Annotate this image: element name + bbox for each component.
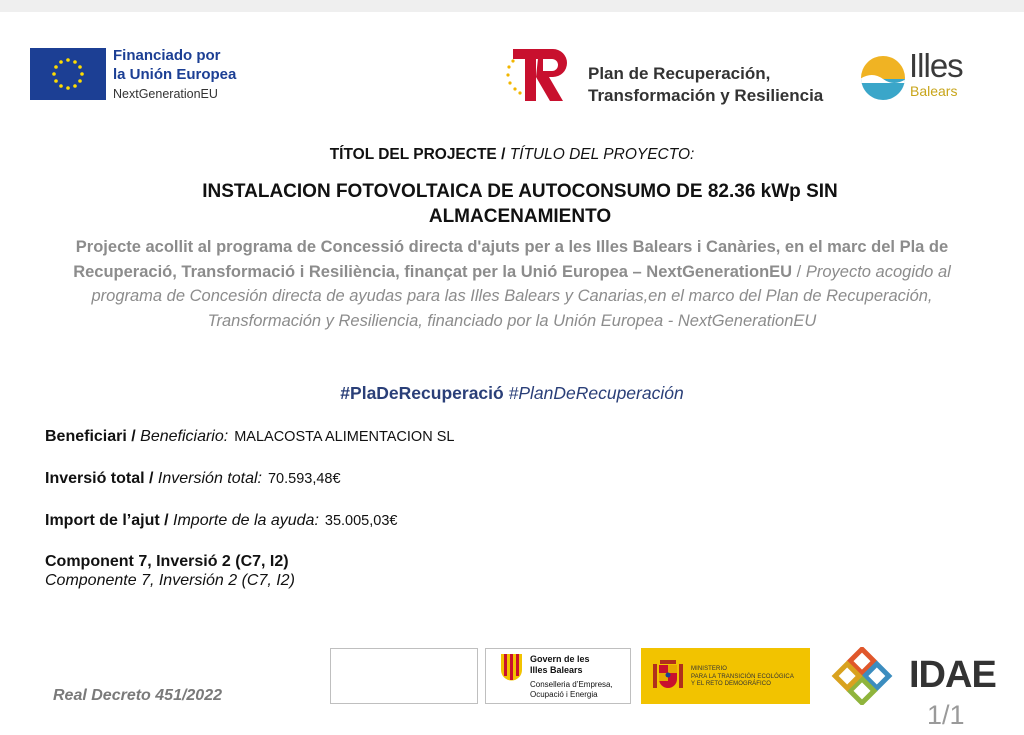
illes-line2: Balears <box>910 83 958 99</box>
page-indicator: 1/1 <box>927 700 965 730</box>
ministerio-line2: PARA LA TRANSICIÓN ECOLÓGICA <box>691 673 794 680</box>
govern-line3: Conselleria d’Empresa, <box>530 680 613 689</box>
project-label-es: TÍTULO DEL PROYECTO: <box>505 146 695 163</box>
description-ca: Projecte acollit al programa de Concessió directa d'ajuts per a les Illes Balears i Canàries, en el marc del Pla de Recuperació, Transformació i Resiliència, finançat per la Unió Europea – NextGenerationEU <box>73 238 949 281</box>
viewer-top-bar <box>0 0 1024 12</box>
tr-logo-icon <box>503 47 575 103</box>
ministerio-line1: MINISTERIO <box>691 666 728 672</box>
beneficiary-value: MALACOSTA ALIMENTACION SL <box>234 429 455 445</box>
component-field <box>45 552 295 590</box>
eu-line3: NextGenerationEU <box>113 87 218 101</box>
hashtag-es: #PlanDeRecuperación <box>503 383 684 403</box>
total-investment-field <box>45 470 341 488</box>
description-separator: / <box>792 262 806 281</box>
hashtag-ca: #PlaDeRecuperació <box>340 383 504 403</box>
prtr-label <box>588 63 823 107</box>
ministerio-line3: Y EL RETO DEMOGRÁFICO <box>691 681 772 687</box>
component-es: Componente 7, Inversión 2 (C7, I2) <box>45 572 295 589</box>
aid-label-ca: Import de l’ajut / <box>45 512 174 529</box>
prtr-line2: Transformación y Resiliencia <box>588 86 824 105</box>
illes-balears-logo-icon <box>860 55 906 101</box>
govern-shield-icon <box>501 654 522 681</box>
beneficiary-label-es: Beneficiario: <box>140 428 229 445</box>
ministerio-name <box>691 666 794 689</box>
govern-name <box>530 654 590 676</box>
illes-balears-label <box>909 49 963 99</box>
aid-label-es: Importe de la ayuda: <box>173 512 319 529</box>
govern-line4: Ocupació i Energia <box>530 690 598 699</box>
aid-amount-field <box>45 512 397 530</box>
hashtags <box>40 383 984 404</box>
component-ca: Component 7, Inversió 2 (C7, I2) <box>45 553 289 570</box>
description-es: Proyecto acogido al programa de Concesión directa de ayudas para las Illes Balears y Canarias,en el marco del Plan de Recuperación, Transformación y Resiliencia, financiado por la Unión Europea - NextGenerationEU <box>91 262 951 330</box>
spain-coat-of-arms-icon <box>651 656 685 696</box>
beneficiary-label-ca: Beneficiari / <box>45 428 141 445</box>
illes-line1: Illes <box>909 47 963 84</box>
real-decreto-label: Real Decreto 451/2022 <box>53 687 222 704</box>
project-title-label <box>40 146 984 164</box>
govern-line1: Govern de les <box>530 654 590 664</box>
eu-line2: la Unión Europea <box>113 66 237 83</box>
ministerio-logo <box>641 648 810 704</box>
investment-label-ca: Inversió total / <box>45 470 158 487</box>
govern-dept <box>530 680 613 700</box>
project-description <box>60 235 964 333</box>
eu-funding-label <box>113 46 236 104</box>
empty-logo-box <box>330 648 478 704</box>
beneficiary-field <box>45 428 454 446</box>
eu-line1: Financiado por <box>113 47 221 64</box>
investment-value: 70.593,48€ <box>267 471 341 487</box>
idae-logo-icon <box>822 647 902 705</box>
govern-illes-balears-logo <box>485 648 631 704</box>
project-label-ca: TÍTOL DEL PROJECTE / <box>329 146 506 163</box>
govern-line2: Illes Balears <box>530 665 583 675</box>
prtr-line1: Plan de Recuperación, <box>588 64 771 83</box>
project-title: INSTALACION FOTOVOLTAICA DE AUTOCONSUMO DE 82.36 kWp SIN ALMACENAMIENTO <box>202 181 838 227</box>
investment-label-es: Inversión total: <box>157 470 262 487</box>
aid-value: 35.005,03€ <box>324 513 398 529</box>
eu-flag-icon <box>30 48 106 100</box>
idae-label: IDAE <box>909 654 996 696</box>
